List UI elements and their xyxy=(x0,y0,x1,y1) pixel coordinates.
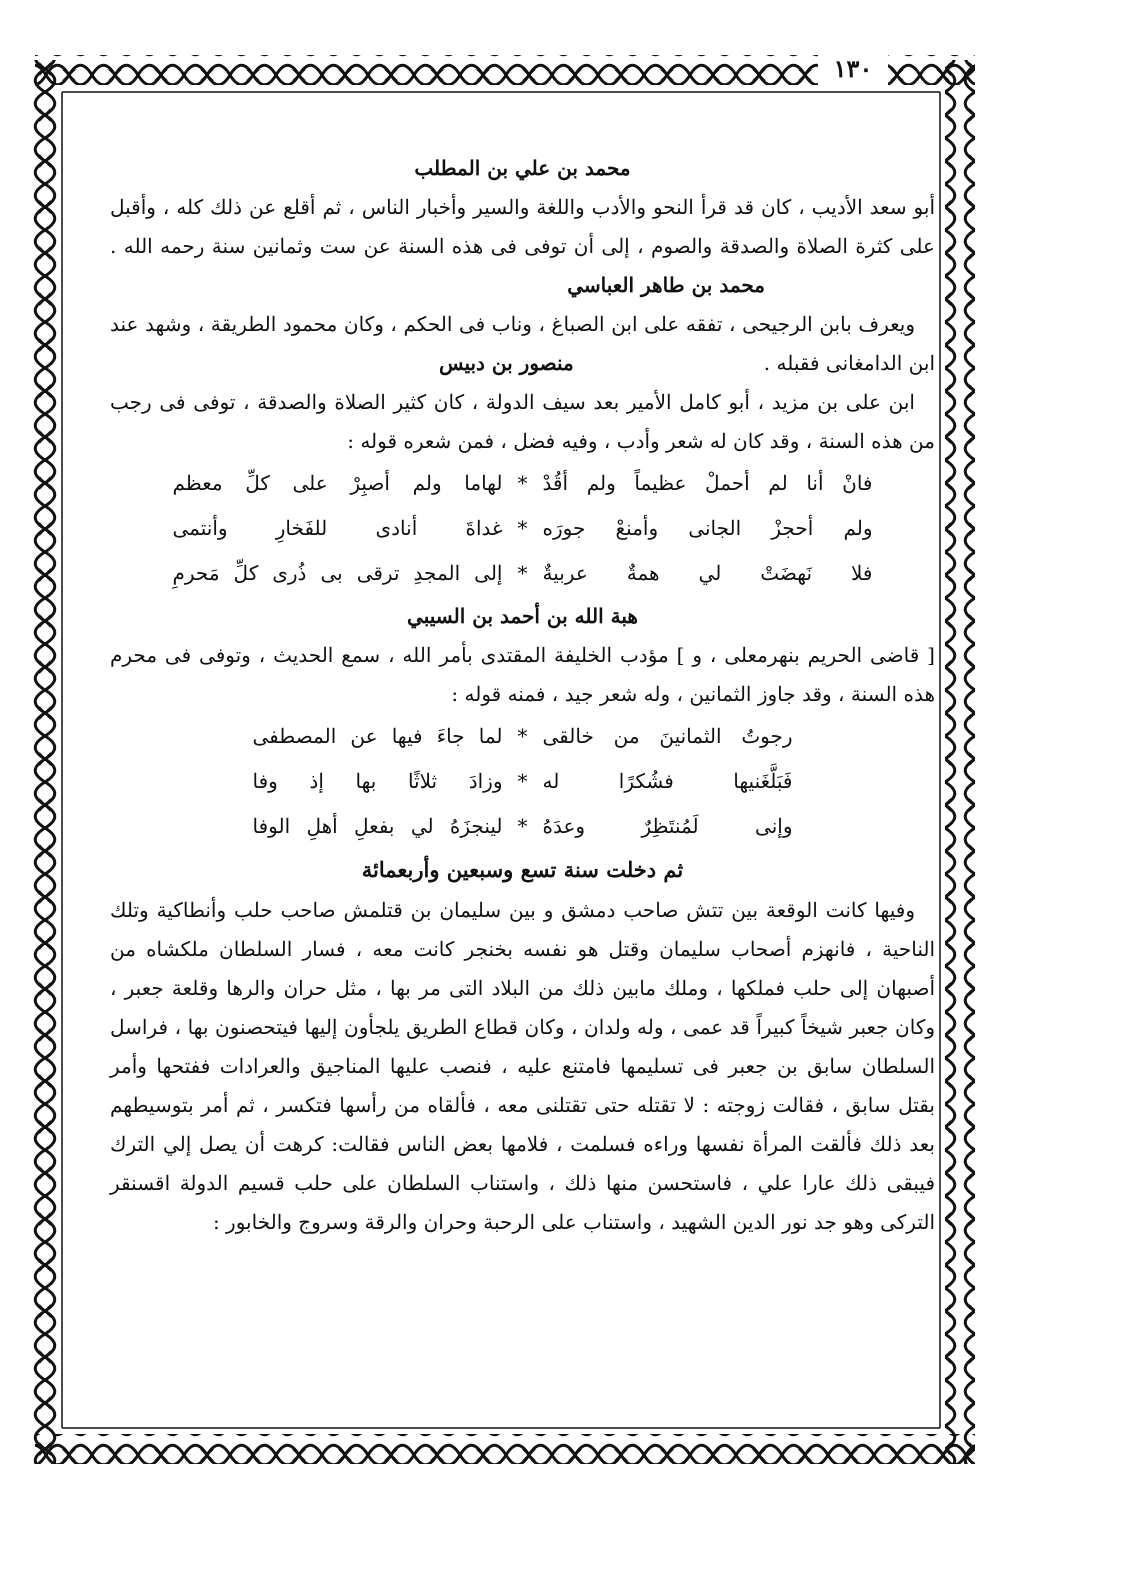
entry-heading-muhammad-ibn-tahir: محمد بن طاهر العباسي xyxy=(567,273,765,297)
entry-heading-muhammad-ibn-ali: محمد بن علي بن المطلب xyxy=(414,156,631,180)
verse-separator: * xyxy=(517,561,528,585)
verse-separator: * xyxy=(517,769,528,793)
verse-second-hemistich: لينجزَهُ لي بفعلِ أهلِ الوفا xyxy=(252,814,503,838)
verse-line xyxy=(110,506,935,551)
verse-separator: * xyxy=(517,814,528,838)
entry-text-mansur-ibn-dubais: ابن على بن مزيد ، أبو كامل الأمير بعد سيف الدولة ، كان كثير الصلاة والصدقة ، توفى فى رجب من هذه السنة ، وقد كان له شعر وأدب ، وفيه فضل ، فمن شعره قوله : xyxy=(110,390,935,453)
entry-text-hibat-allah: [ قاضى الحريم بنهرمعلى ، و ] مؤدب الخليفة المقتدى بأمر الله ، سمع الحديث ، وتوفى فى محرم هذه السنة ، وقد جاوز الثمانين ، وله شعر جيد ، فمنه قوله : xyxy=(110,643,935,706)
verse-second-hemistich: لهاما ولم أصبِرْ على كلِّ معظم xyxy=(172,471,503,495)
verse-first-hemistich: فلا نَهضَتْ لي همةٌ عربيةٌ xyxy=(542,561,873,585)
entry-text-muhammad-ibn-tahir xyxy=(110,305,935,383)
verse-first-hemistich: فانْ أنا لم أحملْ عظيماً ولم أقُدْ xyxy=(542,471,873,495)
year-heading-479: ثم دخلت سنة تسع وسبعين وأربعمائة xyxy=(361,857,684,882)
verse-first-hemistich: فَبَلَّغَنيها فشُكرًا له xyxy=(542,769,793,793)
verse-separator: * xyxy=(517,516,528,540)
verse-first-hemistich: ولم أحجزْ الجانى وأمنعْ جورَه xyxy=(542,516,873,540)
verse-line xyxy=(110,804,935,849)
poem-mansur xyxy=(110,461,935,596)
entry-text-body: ويعرف بابن الرجيحى ، تفقه على ابن الصباغ ، وناب فى الحكم ، وكان محمود الطريقة ، وشهد عند ابن الدامغانى فقبله . xyxy=(110,312,935,375)
poem-hibat-allah xyxy=(110,714,935,849)
verse-line xyxy=(110,551,935,596)
page-content xyxy=(110,148,935,1242)
verse-first-hemistich: وإنى لَمُنتَظِرٌ وعدَهُ xyxy=(542,814,793,838)
page-number: ١٣٠ xyxy=(818,50,888,88)
verse-separator: * xyxy=(517,471,528,495)
verse-second-hemistich: وزادَ ثلاثًا بها إذ وفا xyxy=(252,769,503,793)
verse-separator: * xyxy=(517,724,528,748)
verse-second-hemistich: إلى المجدِ ترقى بى ذُرى كلِّ مَحرمِ xyxy=(172,561,503,585)
verse-second-hemistich: غداةَ أنادى للفَخارِ وأنتمى xyxy=(172,516,503,540)
verse-line xyxy=(110,759,935,804)
year-text-479: وفيها كانت الوقعة بين تتش صاحب دمشق و بين سليمان بن قتلمش صاحب حلب وأنطاكية وتلك الناحية ، فانهزم أصحاب سليمان وقتل هو نفسه بخنجر كانت معه ، فسار السلطان ملكشاه من أصبهان إلى حلب فملكها ، وملك مابين ذلك من البلاد التى مر بها ، مثل حران والرها وقلعة جعبر ، وكان جعبر شيخاً كبيراً قد عمى ، وله ولدان ، وكان قطاع الطريق يلجأون إليها فيتحصنون بها ، فراسل السلطان سابق بن جعبر فى تسليمها فامتنع عليه ، فنصب عليها المناجيق والعرادات ففتحها وأمر بقتل سابق ، فقالت زوجته : لا تقتله حتى تقتلنى معه ، فألقاه من رأسها فتكسر ، ثم أمر بتوسيطهم بعد ذلك فألقت المرأة نفسها وراءه فسلمت ، فلامها بعض الناس فقالت: كرهت أن يصل إلي الترك فيبقى ذلك عارا علي ، فاستحسن منها ذلك ، واستناب السلطان على حلب قسيم الدولة اقسنقر التركى وهو جد نور الدين الشهيد ، واستناب على الرحبة وحران والرقة وسروج والخابور : xyxy=(110,898,935,1234)
verse-second-hemistich: لما جاءَ فيها عن المصطفى xyxy=(252,724,503,748)
entry-heading-hibat-allah: هبة الله بن أحمد بن السيبي xyxy=(407,604,638,628)
verse-first-hemistich: رجوتُ الثمانينَ من خالقى xyxy=(542,724,793,748)
verse-line xyxy=(110,461,935,506)
entry-text-muhammad-ibn-ali xyxy=(110,188,935,305)
entry-heading-mansur-ibn-dubais: منصور بن دبيس xyxy=(438,351,574,375)
entry-text-body: أبو سعد الأديب ، كان قد قرأ النحو والأدب واللغة والسير وأخبار الناس ، ثم أقلع عن ذلك كله ، وأقبل على كثرة الصلاة والصدقة والصوم ، إلى أن توفى فى هذه السنة عن ست وثمانين سنة رحمه الله . xyxy=(110,195,935,258)
verse-line xyxy=(110,714,935,759)
